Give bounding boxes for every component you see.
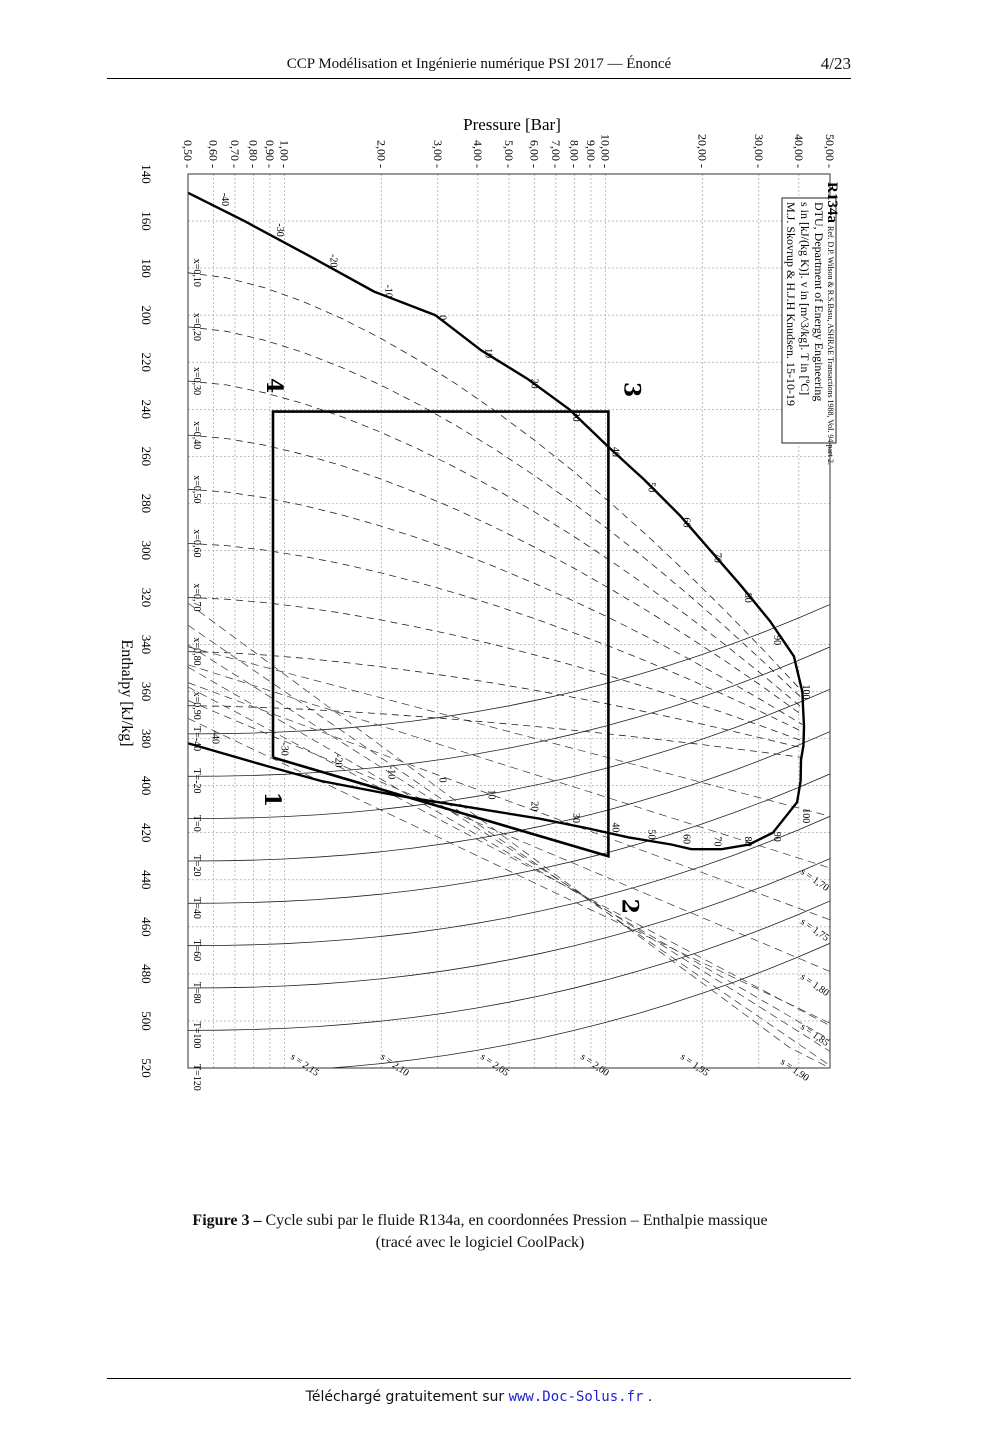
pressure-tick-label: 8,00 - bbox=[567, 140, 582, 168]
pressure-tick-label: 0,70 - bbox=[227, 140, 242, 168]
cycle-point-label: 1 bbox=[259, 791, 286, 808]
pressure-tick-label: 20,00 - bbox=[695, 134, 710, 168]
liquid-temperature-label: 50 bbox=[645, 482, 657, 493]
liquid-temperature-label: 30 bbox=[570, 411, 582, 422]
vapor-temperature-label: 40 bbox=[609, 822, 621, 833]
isentrope-label: s = 1,80 bbox=[798, 971, 831, 999]
enthalpy-tick-label: 280 bbox=[139, 493, 154, 514]
isentrope-label: s = 1,75 bbox=[798, 916, 831, 944]
quality-line bbox=[188, 378, 802, 708]
curve-labels bbox=[191, 193, 831, 1091]
enthalpy-tick-label: 420 bbox=[139, 822, 154, 843]
liquid-temperature-label: 10 bbox=[482, 348, 494, 359]
quality-label: x=0,70 bbox=[191, 583, 202, 612]
isotherm-label: T=0 bbox=[191, 814, 202, 832]
info-line-3: M.J. Skovrup & H.J.H Knudsen. 15-10-19 bbox=[784, 202, 798, 406]
caption-label: Figure 3 – bbox=[192, 1212, 262, 1229]
liquid-temperature-label: 80 bbox=[741, 592, 753, 603]
liquid-temperature-label: -30 bbox=[274, 223, 286, 237]
quality-label: x=0,90 bbox=[191, 691, 202, 720]
info-reference: Ref. D.P. Wilson & R.S.Basu, ASHRAE Transactions 1988, Vol. 94 part 2. bbox=[826, 226, 835, 465]
quality-label: x=0,50 bbox=[191, 475, 202, 504]
quality-label: x=0,20 bbox=[191, 312, 202, 341]
enthalpy-tick-label: 300 bbox=[139, 540, 154, 561]
enthalpy-tick-label: 520 bbox=[139, 1058, 154, 1078]
pressure-tick-label: 0,90 - bbox=[262, 140, 277, 168]
isentrope-label: s = 2,00 bbox=[578, 1051, 611, 1079]
footer-suffix: . bbox=[643, 1389, 653, 1405]
isotherm-label: T=120 bbox=[191, 1064, 202, 1091]
cycle-point-label: 3 bbox=[618, 381, 645, 398]
liquid-temperature-label: -10 bbox=[382, 284, 394, 298]
footer-link[interactable]: www.Doc-Solus.fr bbox=[508, 1389, 644, 1405]
pressure-tick-label: 40,00 - bbox=[791, 134, 806, 168]
footer-prefix: Téléchargé gratuitement sur bbox=[305, 1389, 509, 1405]
caption-text: Cycle subi par le fluide R134a, en coordonnées Pression – Enthalpie massique bbox=[261, 1212, 768, 1229]
enthalpy-tick-label: 460 bbox=[139, 917, 154, 937]
pressure-tick-label: 6,00 - bbox=[527, 140, 542, 168]
isotherm-label: T=-20 bbox=[191, 768, 202, 794]
quality-label: x=0,60 bbox=[191, 529, 202, 558]
quality-label: x=0,30 bbox=[191, 366, 202, 396]
liquid-temperature-label: 0 bbox=[436, 315, 448, 321]
isentrope-label: s = 2,10 bbox=[378, 1051, 411, 1079]
footer-text bbox=[107, 1389, 851, 1405]
vapor-temperature-label: -40 bbox=[209, 730, 221, 744]
vapor-temperature-label: 100 bbox=[799, 808, 811, 824]
pressure-tick-label: 50,00 - bbox=[823, 134, 837, 168]
pressure-tick-label: 0,80 - bbox=[246, 140, 261, 168]
enthalpy-tick-label: 440 bbox=[139, 870, 154, 890]
grid bbox=[188, 174, 830, 1068]
info-box bbox=[782, 182, 840, 465]
liquid-temperature-label: 40 bbox=[609, 446, 621, 457]
enthalpy-tick-label: 380 bbox=[139, 728, 154, 749]
enthalpy-tick-label: 340 bbox=[139, 634, 154, 655]
enthalpy-tick-label: 260 bbox=[139, 446, 154, 467]
pressure-axis-title: Pressure [Bar] bbox=[463, 115, 561, 134]
vapor-temperature-label: 10 bbox=[485, 789, 497, 800]
isotherm-label: T=20 bbox=[191, 854, 202, 877]
liquid-temperature-label: -40 bbox=[218, 192, 230, 207]
liquid-temperature-label: -20 bbox=[327, 253, 339, 268]
pressure-tick-label: 0,60 - bbox=[206, 140, 221, 168]
pressure-tick-label: 30,00 - bbox=[751, 134, 766, 168]
info-line-1: DTU, Department of Energy Engineering bbox=[812, 202, 826, 402]
vapor-temperature-label: -20 bbox=[332, 754, 344, 768]
isentrope-label: s = 1,70 bbox=[798, 866, 831, 894]
isentrope-label: s = 2,15 bbox=[288, 1051, 321, 1079]
quality-label: x=0,10 bbox=[191, 258, 202, 287]
isentrope-label: s = 1,90 bbox=[778, 1056, 811, 1084]
caption-line-2: (tracé avec le logiciel CoolPack) bbox=[375, 1234, 585, 1251]
pressure-tick-label: 4,00 - bbox=[470, 140, 485, 168]
isentrope-label: s = 2,05 bbox=[478, 1051, 511, 1079]
quality-line bbox=[188, 652, 802, 748]
vapor-temperature-label: 80 bbox=[741, 836, 753, 847]
vapor-temperature-label: -30 bbox=[278, 742, 290, 756]
isotherm-label: T=60 bbox=[191, 939, 202, 962]
enthalpy-tick-label: 240 bbox=[139, 399, 154, 420]
pressure-tick-label: 2,00 - bbox=[374, 140, 389, 168]
cycle bbox=[259, 378, 644, 914]
vapor-temperature-label: 50 bbox=[645, 829, 657, 840]
liquid-temperature-label: 90 bbox=[770, 635, 782, 646]
quality-line bbox=[188, 598, 802, 742]
enthalpy-tick-label: 480 bbox=[139, 964, 154, 984]
isotherm-label: T=100 bbox=[191, 1021, 202, 1049]
pressure-tick-label: 0,50 - bbox=[181, 140, 195, 168]
isentrope-label: s = 1,95 bbox=[678, 1051, 711, 1079]
figure-caption bbox=[100, 1210, 860, 1254]
header-title: CCP Modélisation et Ingénierie numérique PSI 2017 — Énoncé bbox=[286, 56, 672, 72]
isotherm-label: T=-40 bbox=[191, 726, 202, 752]
page-footer bbox=[107, 1378, 851, 1405]
plot-frame bbox=[188, 174, 830, 1068]
pressure-tick-label: 10,00 - bbox=[598, 134, 613, 168]
cycle-point-label: 2 bbox=[616, 898, 643, 914]
axis-ticks bbox=[139, 134, 837, 1078]
pressure-tick-label: 7,00 - bbox=[548, 140, 563, 168]
quality-line bbox=[188, 435, 802, 715]
vapor-temperature-label: 70 bbox=[711, 836, 723, 847]
isotherm-label: T=40 bbox=[191, 897, 202, 919]
ph-diagram-figure bbox=[110, 108, 840, 1188]
quality-line bbox=[188, 489, 802, 724]
enthalpy-tick-label: 500 bbox=[139, 1011, 154, 1031]
pressure-tick-label: 5,00 - bbox=[502, 140, 516, 168]
enthalpy-axis-title: Enthalpy [kJ/kg] bbox=[118, 639, 135, 747]
vapor-temperature-label: 0 bbox=[436, 777, 448, 783]
ph-diagram bbox=[110, 108, 840, 1188]
enthalpy-tick-label: 320 bbox=[139, 587, 154, 608]
quality-label: x=0,40 bbox=[191, 421, 202, 450]
enthalpy-tick-label: 140 bbox=[139, 164, 154, 184]
enthalpy-tick-label: 180 bbox=[139, 258, 154, 278]
quality-line bbox=[188, 273, 802, 692]
enthalpy-tick-label: 400 bbox=[139, 775, 154, 796]
liquid-temperature-label: 100 bbox=[799, 684, 811, 700]
enthalpy-tick-label: 220 bbox=[139, 352, 154, 372]
liquid-temperature-label: 20 bbox=[528, 378, 540, 389]
isentrope-line bbox=[188, 718, 830, 1023]
enthalpy-tick-label: 160 bbox=[139, 211, 154, 231]
page-header bbox=[107, 52, 851, 79]
curves bbox=[188, 193, 830, 1073]
enthalpy-tick-label: 360 bbox=[139, 681, 154, 702]
isotherm-label: T=80 bbox=[191, 981, 202, 1004]
isentrope-label: s = 1,85 bbox=[798, 1021, 831, 1049]
enthalpy-tick-label: 200 bbox=[139, 305, 154, 325]
info-title: R134a bbox=[824, 182, 840, 223]
liquid-temperature-label: 60 bbox=[680, 517, 692, 528]
pressure-tick-label: 3,00 - bbox=[430, 140, 445, 168]
vapor-temperature-label: 20 bbox=[528, 801, 540, 812]
page-number: 4/23 bbox=[820, 54, 851, 73]
vapor-temperature-label: 60 bbox=[680, 834, 692, 845]
liquid-temperature-label: 70 bbox=[711, 552, 723, 563]
pressure-tick-label: 1,00 - bbox=[277, 140, 292, 168]
vapor-temperature-label: 90 bbox=[770, 831, 782, 842]
info-line-2: s in [kJ/(kg K)]. v in [m^3/kg]. T in [ºC] bbox=[798, 202, 812, 396]
vapor-temperature-label: 30 bbox=[570, 812, 582, 823]
vapor-temperature-label: -10 bbox=[385, 765, 397, 780]
cycle-point-label: 4 bbox=[261, 377, 288, 394]
pressure-tick-label: 9,00 - bbox=[583, 140, 598, 168]
quality-label: x=0,80 bbox=[191, 637, 202, 666]
